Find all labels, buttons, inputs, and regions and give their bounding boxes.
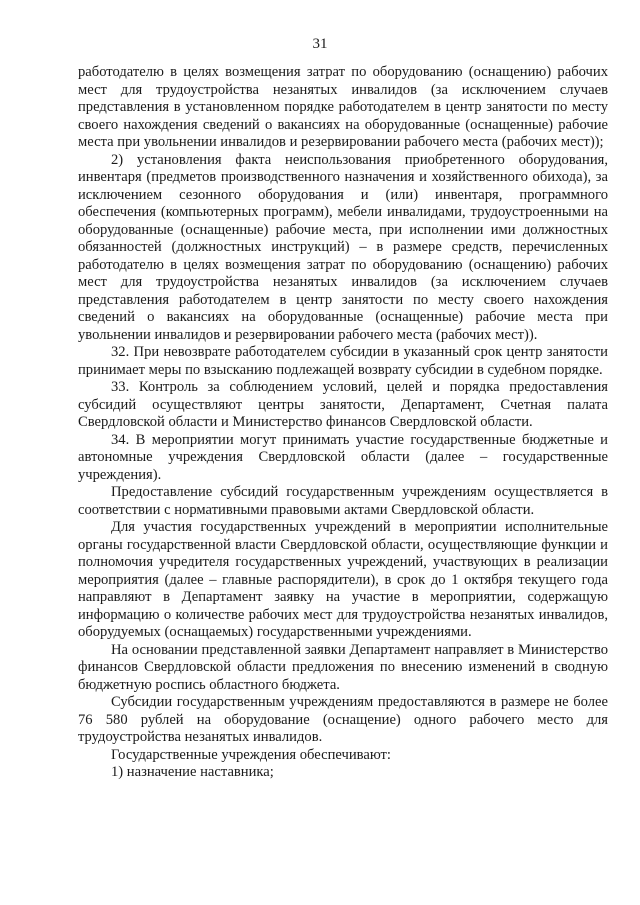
paragraph-clause-32: 32. При невозврате работодателем субсидии в указанный срок центр занятости принимает меры по взысканию подлежащей возврату субсидии в судебном порядке. (78, 344, 608, 378)
document-body (78, 64, 608, 782)
paragraph-obligation-1: 1) назначение наставника; (111, 764, 274, 780)
paragraph-clause-34: 34. В мероприятии могут принимать участие государственные бюджетные и автономные учреждения Свердловской области (далее – государственные учреждения). (78, 431, 608, 483)
paragraph-continuation: работодателю в целях возмещения затрат по оборудованию (оснащению) рабочих мест для трудоустройства незанятых инвалидов (за исключением случаев представления в установленном порядке работодателем в центр занятости по месту своего нахождения сведений о вакансиях на оборудованные (оснащенные) рабочие места при увольнении инвалидов и резервировании рабочего места (рабочих мест)); (78, 64, 608, 150)
paragraph-subsidy-amount: Субсидии государственным учреждениям предоставляются в размере не более 76 580 рублей на оборудование (оснащение) одного рабочего место для трудоустройства незанятых инвалидов. (78, 694, 608, 745)
paragraph-item-2: 2) установления факта неиспользования приобретенного оборудования, инвентаря (предметов производственного назначения и хозяйственного обихода), за исключением сезонного оборудования и (или) инвентаря, программного обеспечения (компьютерных программ), мебели инвалидами, трудоустроенными на оборудованные (оснащенные) рабочие места, при исполнении ими должностных обязанностей (должностных инструкций) – в размере средств, перечисленных работодателю в целях возмещения затрат по оборудованию (оснащению) рабочих мест для трудоустройства незанятых инвалидов (за исключением случаев представления работодателем в центр занятости по месту своего нахождения сведений о вакансиях на оборудованные (оснащенные) рабочие места при увольнении инвалидов и резервировании рабочего места (рабочих мест)). (78, 151, 608, 343)
paragraph-application-basis: На основании представленной заявки Департамент направляет в Министерство финансов Свердловской области предложения по внесению изменений в сводную бюджетную роспись областного бюджета. (78, 641, 608, 693)
paragraph-subsidy-provision: Предоставление субсидий государственным учреждениям осуществляется в соответствии с нормативными правовыми актами Свердловской области. (78, 484, 608, 518)
paragraph-obligations-intro: Государственные учреждения обеспечивают: (111, 746, 391, 763)
paragraph-clause-33: 33. Контроль за соблюдением условий, целей и порядка предоставления субсидий осуществляют центры занятости, Департамент, Счетная палата Свердловской области и Министерство финансов Свердловской области. (78, 379, 608, 430)
page-number: 31 (312, 36, 328, 52)
paragraph-participation: Для участия государственных учреждений в мероприятии исполнительные органы государственной власти Свердловской области, осуществляющие функции и полномочия учредителя государственных учреждений, участвующих в реализации мероприятия (далее – главные распорядители), в срок до 1 октября текущего года направляют в Департамент заявку на участие в мероприятии, содержащую информацию о количестве рабочих мест для трудоустройства незанятых инвалидов, оборудуемых (оснащаемых) государственными учреждениями. (78, 519, 608, 640)
